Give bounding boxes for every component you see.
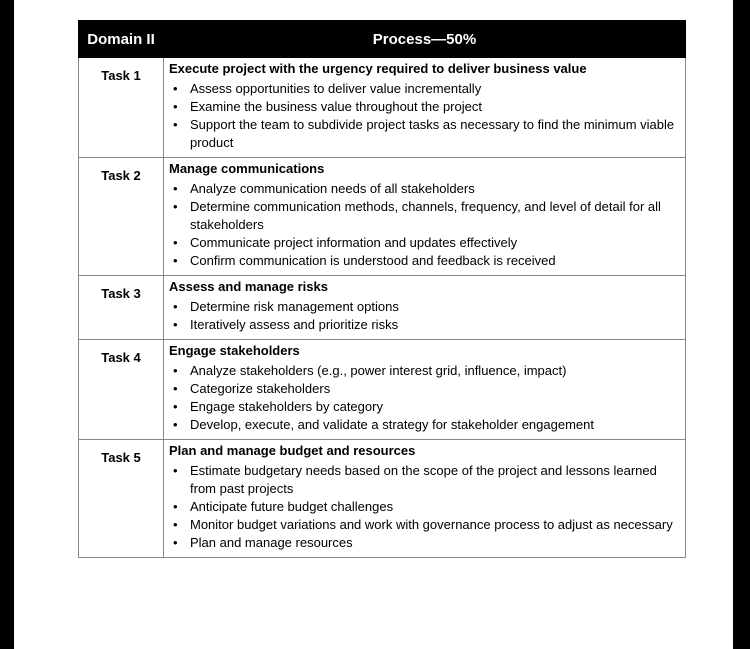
task-content bbox=[164, 276, 686, 340]
task-bullet-item: • Monitor budget variations and work with governance process to adjust as necessary bbox=[169, 516, 677, 534]
task-bullet-item: • Plan and manage resources bbox=[169, 534, 677, 552]
task-label: Task 1 bbox=[79, 58, 164, 158]
task-bullet-item: • Develop, execute, and validate a strategy for stakeholder engagement bbox=[169, 416, 677, 434]
task-label: Task 3 bbox=[79, 276, 164, 340]
domain-table bbox=[78, 20, 686, 558]
task-title: Engage stakeholders bbox=[169, 343, 300, 358]
task-row bbox=[79, 58, 686, 158]
task-label: Task 5 bbox=[79, 440, 164, 558]
task-content bbox=[164, 340, 686, 440]
task-bullet-item: • Confirm communication is understood and feedback is received bbox=[169, 252, 677, 270]
task-bullet-list bbox=[169, 462, 677, 552]
task-bullet-item: • Determine risk management options bbox=[169, 298, 677, 316]
task-bullet-item: • Analyze communication needs of all stakeholders bbox=[169, 180, 677, 198]
task-bullet-item: • Iteratively assess and prioritize risks bbox=[169, 316, 677, 334]
task-content bbox=[164, 158, 686, 276]
task-bullet-item: • Assess opportunities to deliver value incrementally bbox=[169, 80, 677, 98]
task-bullet-item: • Categorize stakeholders bbox=[169, 380, 677, 398]
task-bullet-item: • Estimate budgetary needs based on the scope of the project and lessons learned from past projects bbox=[169, 462, 677, 498]
task-bullet-item: • Support the team to subdivide project tasks as necessary to find the minimum viable product bbox=[169, 116, 677, 152]
task-content bbox=[164, 440, 686, 558]
task-bullet-item: • Communicate project information and updates effectively bbox=[169, 234, 677, 252]
task-label: Task 2 bbox=[79, 158, 164, 276]
task-bullet-list bbox=[169, 80, 677, 152]
task-title: Execute project with the urgency required to deliver business value bbox=[169, 61, 587, 76]
process-header: Process—50% bbox=[164, 21, 686, 58]
task-bullet-list bbox=[169, 362, 677, 434]
task-title: Manage communications bbox=[169, 161, 325, 176]
task-row bbox=[79, 158, 686, 276]
table-header-row bbox=[79, 21, 686, 58]
task-bullet-item: • Anticipate future budget challenges bbox=[169, 498, 677, 516]
task-bullet-item: • Analyze stakeholders (e.g., power interest grid, influence, impact) bbox=[169, 362, 677, 380]
task-bullet-item: • Examine the business value throughout the project bbox=[169, 98, 677, 116]
task-bullet-list bbox=[169, 298, 677, 334]
task-row bbox=[79, 440, 686, 558]
task-row bbox=[79, 340, 686, 440]
domain-header: Domain II bbox=[79, 21, 164, 58]
task-row bbox=[79, 276, 686, 340]
task-title: Assess and manage risks bbox=[169, 279, 328, 294]
task-bullet-item: • Engage stakeholders by category bbox=[169, 398, 677, 416]
task-content bbox=[164, 58, 686, 158]
task-bullet-item: • Determine communication methods, channels, frequency, and level of detail for all stakeholders bbox=[169, 198, 677, 234]
task-bullet-list bbox=[169, 180, 677, 270]
document-page bbox=[14, 0, 733, 649]
task-title: Plan and manage budget and resources bbox=[169, 443, 416, 458]
task-label: Task 4 bbox=[79, 340, 164, 440]
